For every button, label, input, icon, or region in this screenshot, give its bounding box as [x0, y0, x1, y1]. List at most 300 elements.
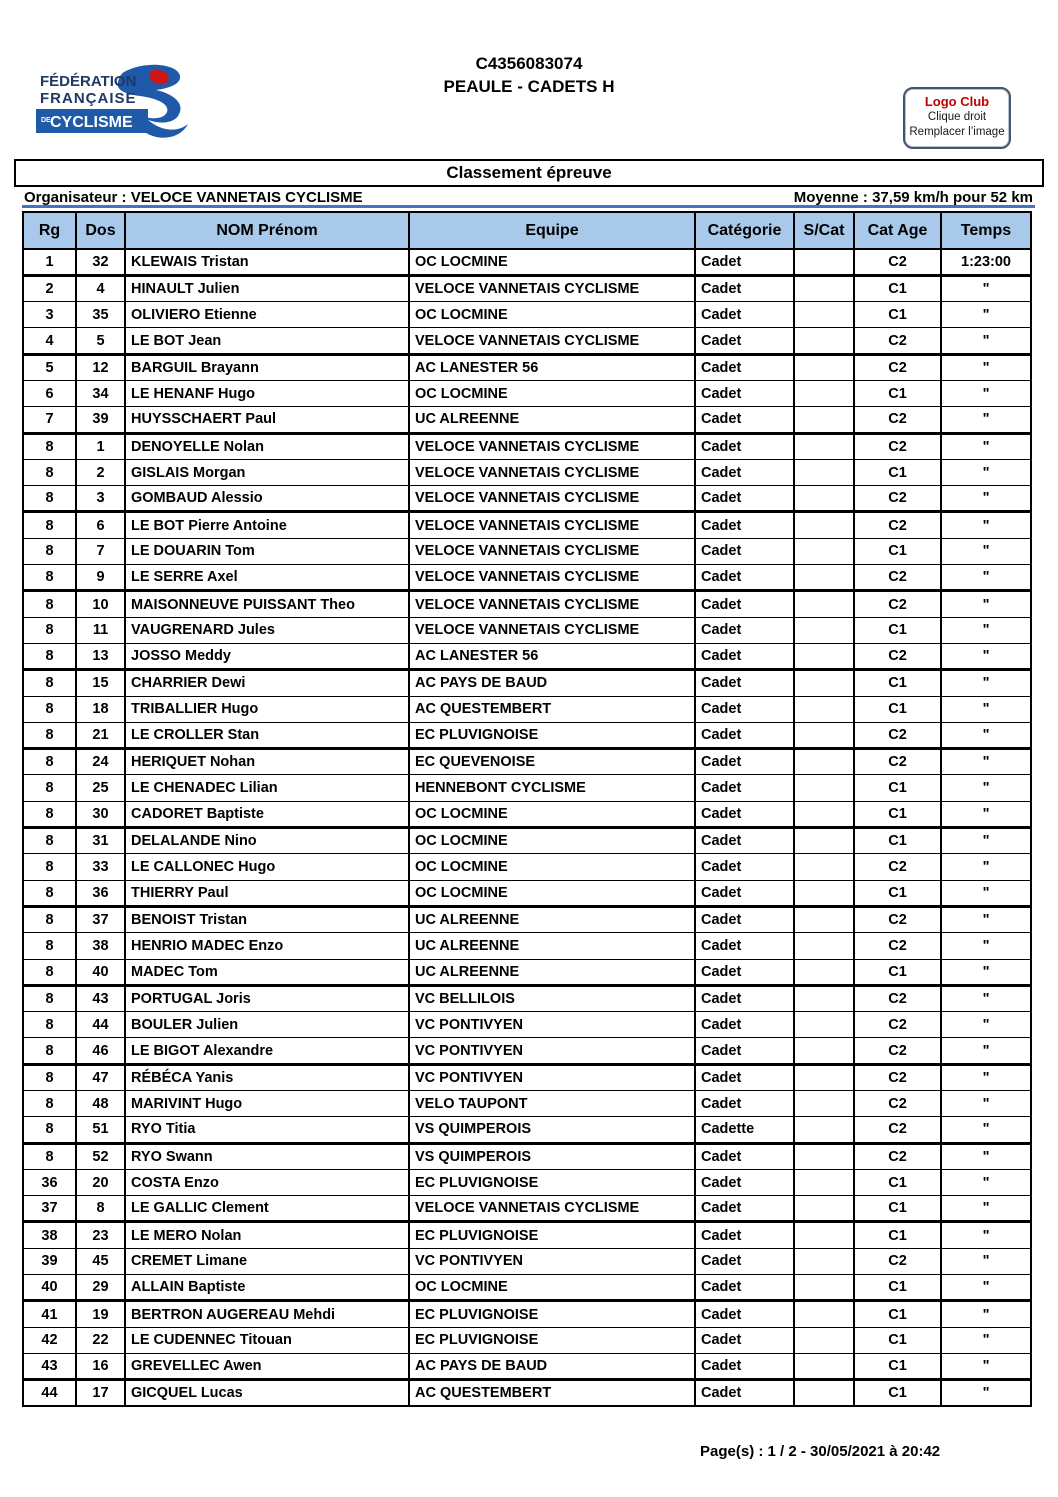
cell-dos: 5: [76, 328, 125, 354]
cell-categorie: Cadet: [695, 538, 794, 564]
cell-equipe: UC ALREENNE: [409, 933, 695, 959]
cell-dos: 23: [76, 1222, 125, 1248]
cell-catage: C2: [854, 1117, 941, 1143]
cell-dos: 4: [76, 275, 125, 301]
cell-equipe: VC PONTIVYEN: [409, 1064, 695, 1090]
cell-scat: [794, 1301, 854, 1327]
cell-temps: ": [941, 459, 1031, 485]
table-row: [23, 302, 1031, 328]
table-row: [23, 1169, 1031, 1195]
cell-categorie: Cadet: [695, 328, 794, 354]
cell-temps: ": [941, 985, 1031, 1011]
cell-catage: C2: [854, 1143, 941, 1169]
cell-scat: [794, 1064, 854, 1090]
cell-temps: ": [941, 906, 1031, 932]
cell-equipe: OC LOCMINE: [409, 828, 695, 854]
table-row: [23, 828, 1031, 854]
cell-categorie: Cadet: [695, 1012, 794, 1038]
cell-nom: MAISONNEUVE PUISSANT Theo: [125, 591, 409, 617]
cell-temps: ": [941, 617, 1031, 643]
cell-categorie: Cadet: [695, 459, 794, 485]
cell-equipe: AC LANESTER 56: [409, 354, 695, 380]
table-row: [23, 906, 1031, 932]
cell-temps: ": [941, 722, 1031, 748]
cell-temps: ": [941, 380, 1031, 406]
cell-dos: 36: [76, 880, 125, 906]
cell-scat: [794, 433, 854, 459]
cell-catage: C1: [854, 302, 941, 328]
table-row: [23, 1275, 1031, 1301]
cell-catage: C1: [854, 1222, 941, 1248]
cell-equipe: OC LOCMINE: [409, 1275, 695, 1301]
cell-nom: JOSSO Meddy: [125, 643, 409, 669]
cell-categorie: Cadet: [695, 1327, 794, 1353]
cell-catage: C2: [854, 1248, 941, 1274]
cell-categorie: Cadet: [695, 1038, 794, 1064]
table-row: [23, 880, 1031, 906]
cell-nom: DENOYELLE Nolan: [125, 433, 409, 459]
cell-rg: 8: [23, 617, 76, 643]
cell-nom: LE BOT Pierre Antoine: [125, 512, 409, 538]
cell-dos: 6: [76, 512, 125, 538]
cell-categorie: Cadet: [695, 1275, 794, 1301]
cell-catage: C1: [854, 801, 941, 827]
cell-scat: [794, 1222, 854, 1248]
cell-catage: C1: [854, 696, 941, 722]
cell-scat: [794, 1327, 854, 1353]
cell-nom: RYO Titia: [125, 1117, 409, 1143]
cell-categorie: Cadet: [695, 722, 794, 748]
cell-temps: ": [941, 1038, 1031, 1064]
cell-categorie: Cadet: [695, 354, 794, 380]
cell-dos: 52: [76, 1143, 125, 1169]
cell-catage: C2: [854, 565, 941, 591]
cell-rg: 39: [23, 1248, 76, 1274]
logo-club-placeholder[interactable]: [903, 87, 1011, 149]
cell-temps: 1:23:00: [941, 249, 1031, 275]
cell-scat: [794, 617, 854, 643]
cell-scat: [794, 906, 854, 932]
cell-catage: C1: [854, 828, 941, 854]
cell-equipe: OC LOCMINE: [409, 302, 695, 328]
cell-catage: C2: [854, 591, 941, 617]
cell-nom: LE CUDENNEC Titouan: [125, 1327, 409, 1353]
cell-equipe: OC LOCMINE: [409, 801, 695, 827]
cell-catage: C2: [854, 1064, 941, 1090]
cell-equipe: VELOCE VANNETAIS CYCLISME: [409, 433, 695, 459]
cell-rg: 8: [23, 854, 76, 880]
cell-catage: C1: [854, 538, 941, 564]
cell-catage: C2: [854, 512, 941, 538]
cell-temps: ": [941, 302, 1031, 328]
table-row: [23, 433, 1031, 459]
cell-catage: C1: [854, 1380, 941, 1406]
table-row: [23, 407, 1031, 433]
cell-scat: [794, 565, 854, 591]
table-row: [23, 1143, 1031, 1169]
cell-scat: [794, 486, 854, 512]
cell-dos: 15: [76, 670, 125, 696]
column-header-rg: Rg: [23, 212, 76, 249]
cell-rg: 44: [23, 1380, 76, 1406]
cell-dos: 2: [76, 459, 125, 485]
cell-temps: ": [941, 1380, 1031, 1406]
cell-scat: [794, 1275, 854, 1301]
cell-categorie: Cadet: [695, 591, 794, 617]
cell-dos: 32: [76, 249, 125, 275]
table-row: [23, 801, 1031, 827]
cell-dos: 37: [76, 906, 125, 932]
cell-rg: 8: [23, 696, 76, 722]
table-row: [23, 1196, 1031, 1222]
cell-categorie: Cadet: [695, 275, 794, 301]
table-row: [23, 959, 1031, 985]
cell-rg: 40: [23, 1275, 76, 1301]
cell-scat: [794, 1012, 854, 1038]
cell-rg: 4: [23, 328, 76, 354]
cell-rg: 7: [23, 407, 76, 433]
cell-categorie: Cadet: [695, 749, 794, 775]
cell-categorie: Cadet: [695, 512, 794, 538]
cell-scat: [794, 328, 854, 354]
table-row: [23, 1222, 1031, 1248]
cell-rg: 8: [23, 775, 76, 801]
cell-dos: 25: [76, 775, 125, 801]
cell-equipe: EC PLUVIGNOISE: [409, 1301, 695, 1327]
cell-dos: 44: [76, 1012, 125, 1038]
cell-temps: ": [941, 1196, 1031, 1222]
cell-equipe: EC PLUVIGNOISE: [409, 1327, 695, 1353]
cell-scat: [794, 1380, 854, 1406]
cell-equipe: OC LOCMINE: [409, 249, 695, 275]
cell-equipe: VELOCE VANNETAIS CYCLISME: [409, 617, 695, 643]
cell-rg: 5: [23, 354, 76, 380]
cell-dos: 7: [76, 538, 125, 564]
cell-scat: [794, 854, 854, 880]
table-row: [23, 459, 1031, 485]
cell-nom: CREMET Limane: [125, 1248, 409, 1274]
cell-temps: ": [941, 433, 1031, 459]
cell-equipe: EC PLUVIGNOISE: [409, 722, 695, 748]
cell-temps: ": [941, 880, 1031, 906]
cell-catage: C2: [854, 933, 941, 959]
cell-nom: VAUGRENARD Jules: [125, 617, 409, 643]
cell-scat: [794, 302, 854, 328]
cell-dos: 35: [76, 302, 125, 328]
cell-catage: C2: [854, 749, 941, 775]
cell-temps: ": [941, 1327, 1031, 1353]
cell-nom: MADEC Tom: [125, 959, 409, 985]
cell-equipe: OC LOCMINE: [409, 880, 695, 906]
cell-nom: BARGUIL Brayann: [125, 354, 409, 380]
cell-temps: ": [941, 1117, 1031, 1143]
table-row: [23, 749, 1031, 775]
cell-categorie: Cadet: [695, 1301, 794, 1327]
cell-temps: ": [941, 959, 1031, 985]
cell-categorie: Cadet: [695, 801, 794, 827]
cell-temps: ": [941, 1064, 1031, 1090]
cell-nom: MARIVINT Hugo: [125, 1091, 409, 1117]
cell-equipe: EC PLUVIGNOISE: [409, 1169, 695, 1195]
cell-equipe: AC LANESTER 56: [409, 643, 695, 669]
cell-temps: ": [941, 1248, 1031, 1274]
cell-temps: ": [941, 354, 1031, 380]
cell-catage: C2: [854, 249, 941, 275]
cell-dos: 39: [76, 407, 125, 433]
cell-temps: ": [941, 828, 1031, 854]
cell-rg: 8: [23, 538, 76, 564]
ffc-word-federation: FÉDÉRATION: [40, 73, 137, 90]
cell-categorie: Cadet: [695, 933, 794, 959]
table-row: [23, 1091, 1031, 1117]
cell-temps: ": [941, 1222, 1031, 1248]
cell-catage: C2: [854, 854, 941, 880]
cell-temps: ": [941, 801, 1031, 827]
cell-equipe: VELOCE VANNETAIS CYCLISME: [409, 1196, 695, 1222]
cell-equipe: UC ALREENNE: [409, 906, 695, 932]
cell-catage: C2: [854, 985, 941, 1011]
cell-scat: [794, 354, 854, 380]
results-tbody: [23, 249, 1031, 1406]
cell-catage: C2: [854, 722, 941, 748]
cell-rg: 8: [23, 985, 76, 1011]
cell-nom: PORTUGAL Joris: [125, 985, 409, 1011]
cell-temps: ": [941, 933, 1031, 959]
cell-nom: HUYSSCHAERT Paul: [125, 407, 409, 433]
cell-temps: ": [941, 1143, 1031, 1169]
cell-temps: ": [941, 696, 1031, 722]
cell-categorie: Cadet: [695, 407, 794, 433]
cell-temps: ": [941, 643, 1031, 669]
cell-dos: 1: [76, 433, 125, 459]
cell-dos: 31: [76, 828, 125, 854]
cell-rg: 41: [23, 1301, 76, 1327]
cell-categorie: Cadet: [695, 302, 794, 328]
cell-rg: 3: [23, 302, 76, 328]
cell-categorie: Cadet: [695, 906, 794, 932]
cell-dos: 29: [76, 1275, 125, 1301]
cell-equipe: AC PAYS DE BAUD: [409, 1353, 695, 1379]
cell-scat: [794, 275, 854, 301]
cell-rg: 8: [23, 643, 76, 669]
cell-catage: C2: [854, 433, 941, 459]
cell-categorie: Cadet: [695, 828, 794, 854]
cell-nom: KLEWAIS Tristan: [125, 249, 409, 275]
table-row: [23, 985, 1031, 1011]
cell-nom: GICQUEL Lucas: [125, 1380, 409, 1406]
meta-row: [22, 189, 1035, 208]
cell-scat: [794, 1169, 854, 1195]
cell-nom: LE SERRE Axel: [125, 565, 409, 591]
cell-equipe: VS QUIMPEROIS: [409, 1117, 695, 1143]
cell-dos: 45: [76, 1248, 125, 1274]
cell-scat: [794, 538, 854, 564]
cell-categorie: Cadet: [695, 1169, 794, 1195]
cell-categorie: Cadet: [695, 1222, 794, 1248]
table-row: [23, 512, 1031, 538]
cell-catage: C1: [854, 1169, 941, 1195]
cell-nom: HINAULT Julien: [125, 275, 409, 301]
cell-temps: ": [941, 486, 1031, 512]
cell-categorie: Cadet: [695, 1248, 794, 1274]
table-row: [23, 643, 1031, 669]
cell-nom: GOMBAUD Alessio: [125, 486, 409, 512]
cell-catage: C2: [854, 354, 941, 380]
table-row: [23, 538, 1031, 564]
table-header-row: [23, 212, 1031, 249]
cell-categorie: Cadet: [695, 1091, 794, 1117]
cell-categorie: Cadet: [695, 380, 794, 406]
cell-nom: LE DOUARIN Tom: [125, 538, 409, 564]
table-row: [23, 486, 1031, 512]
cell-catage: C2: [854, 1038, 941, 1064]
cell-catage: C1: [854, 275, 941, 301]
cell-categorie: Cadet: [695, 1353, 794, 1379]
cell-catage: C2: [854, 486, 941, 512]
column-header-catage: Cat Age: [854, 212, 941, 249]
cell-dos: 12: [76, 354, 125, 380]
cell-catage: C2: [854, 643, 941, 669]
cell-dos: 24: [76, 749, 125, 775]
cell-nom: BERTRON AUGEREAU Mehdi: [125, 1301, 409, 1327]
cell-equipe: VC PONTIVYEN: [409, 1012, 695, 1038]
cell-catage: C1: [854, 775, 941, 801]
document-banner: [14, 159, 1044, 187]
cell-nom: ALLAIN Baptiste: [125, 1275, 409, 1301]
cell-nom: HERIQUET Nohan: [125, 749, 409, 775]
cell-dos: 51: [76, 1117, 125, 1143]
cell-rg: 8: [23, 959, 76, 985]
cell-catage: C1: [854, 1353, 941, 1379]
cell-categorie: Cadet: [695, 1064, 794, 1090]
column-header-temps: Temps: [941, 212, 1031, 249]
cell-scat: [794, 407, 854, 433]
table-row: [23, 354, 1031, 380]
cell-dos: 47: [76, 1064, 125, 1090]
cell-dos: 38: [76, 933, 125, 959]
cell-catage: C1: [854, 1275, 941, 1301]
cell-nom: DELALANDE Nino: [125, 828, 409, 854]
cell-equipe: VC PONTIVYEN: [409, 1248, 695, 1274]
cell-rg: 8: [23, 1143, 76, 1169]
cell-dos: 16: [76, 1353, 125, 1379]
table-row: [23, 1012, 1031, 1038]
cell-categorie: Cadet: [695, 486, 794, 512]
column-header-categorie: Catégorie: [695, 212, 794, 249]
cell-categorie: Cadet: [695, 854, 794, 880]
cell-rg: 8: [23, 722, 76, 748]
cell-equipe: UC ALREENNE: [409, 959, 695, 985]
cell-dos: 10: [76, 591, 125, 617]
cell-temps: ": [941, 1353, 1031, 1379]
cell-temps: ": [941, 670, 1031, 696]
table-row: [23, 722, 1031, 748]
cell-dos: 34: [76, 380, 125, 406]
ffc-word-de: DE: [41, 117, 51, 124]
cell-nom: LE CALLONEC Hugo: [125, 854, 409, 880]
logo-club-hint-1: Clique droit: [927, 111, 987, 123]
cell-catage: C1: [854, 959, 941, 985]
cell-equipe: VELOCE VANNETAIS CYCLISME: [409, 459, 695, 485]
table-row: [23, 565, 1031, 591]
cell-temps: ": [941, 854, 1031, 880]
cell-temps: ": [941, 591, 1031, 617]
cell-categorie: Cadet: [695, 1380, 794, 1406]
cell-temps: ": [941, 775, 1031, 801]
cell-dos: 18: [76, 696, 125, 722]
cell-nom: GREVELLEC Awen: [125, 1353, 409, 1379]
cell-categorie: Cadet: [695, 1143, 794, 1169]
cell-categorie: Cadet: [695, 643, 794, 669]
cell-dos: 21: [76, 722, 125, 748]
event-title: PEAULE - CADETS H: [443, 77, 615, 96]
cell-dos: 8: [76, 1196, 125, 1222]
cell-scat: [794, 670, 854, 696]
cell-dos: 22: [76, 1327, 125, 1353]
cell-scat: [794, 801, 854, 827]
cell-nom: CHARRIER Dewi: [125, 670, 409, 696]
logo-club-title: Logo Club: [924, 94, 990, 109]
cell-categorie: Cadet: [695, 1196, 794, 1222]
cell-dos: 9: [76, 565, 125, 591]
table-row: [23, 1248, 1031, 1274]
column-header-scat: S/Cat: [794, 212, 854, 249]
cell-nom: TRIBALLIER Hugo: [125, 696, 409, 722]
cell-scat: [794, 1196, 854, 1222]
cell-categorie: Cadet: [695, 775, 794, 801]
cell-rg: 6: [23, 380, 76, 406]
cell-rg: 8: [23, 1038, 76, 1064]
table-row: [23, 328, 1031, 354]
table-row: [23, 775, 1031, 801]
cell-nom: HENRIO MADEC Enzo: [125, 933, 409, 959]
cell-categorie: Cadet: [695, 617, 794, 643]
cell-catage: C1: [854, 670, 941, 696]
cell-equipe: EC PLUVIGNOISE: [409, 1222, 695, 1248]
cell-nom: COSTA Enzo: [125, 1169, 409, 1195]
table-row: [23, 696, 1031, 722]
cell-rg: 8: [23, 801, 76, 827]
cell-dos: 40: [76, 959, 125, 985]
cell-nom: LE CROLLER Stan: [125, 722, 409, 748]
cell-dos: 33: [76, 854, 125, 880]
cell-rg: 36: [23, 1169, 76, 1195]
cell-rg: 8: [23, 933, 76, 959]
cell-categorie: Cadet: [695, 670, 794, 696]
cell-nom: BOULER Julien: [125, 1012, 409, 1038]
logo-club-hint-2: Remplacer l’image: [909, 126, 1005, 138]
event-code: C4356083074: [475, 54, 583, 73]
cell-scat: [794, 828, 854, 854]
cell-rg: 2: [23, 275, 76, 301]
cell-dos: 13: [76, 643, 125, 669]
cell-nom: LE CHENADEC Lilian: [125, 775, 409, 801]
cell-scat: [794, 696, 854, 722]
cell-catage: C1: [854, 1301, 941, 1327]
cell-rg: 8: [23, 828, 76, 854]
cell-equipe: VELOCE VANNETAIS CYCLISME: [409, 512, 695, 538]
cell-temps: ": [941, 1091, 1031, 1117]
cell-rg: 8: [23, 512, 76, 538]
cell-nom: BENOIST Tristan: [125, 906, 409, 932]
cell-scat: [794, 985, 854, 1011]
cell-catage: C2: [854, 328, 941, 354]
cell-scat: [794, 591, 854, 617]
cell-nom: LE HENANF Hugo: [125, 380, 409, 406]
cell-scat: [794, 459, 854, 485]
cell-catage: C1: [854, 1327, 941, 1353]
cell-categorie: Cadet: [695, 959, 794, 985]
